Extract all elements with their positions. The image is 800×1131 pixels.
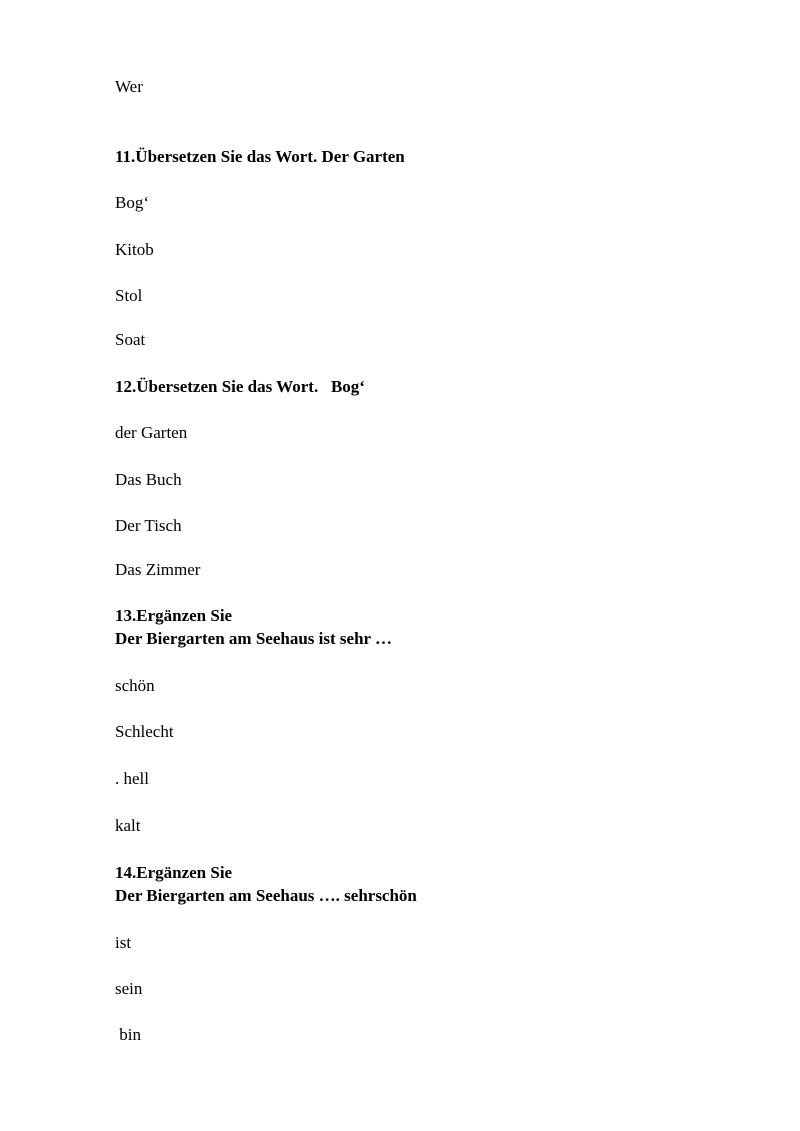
option-text: Bog‘ <box>115 193 149 212</box>
question-14-title: 14.Ergänzen Sie <box>115 863 233 882</box>
question-12: 12.Übersetzen Sie das Wort. Bog‘ <box>115 377 365 396</box>
question-14-text: Der Biergarten am Seehaus …. sehrschön <box>115 886 417 905</box>
option-text: schön <box>115 676 155 695</box>
option-text: Der Tisch <box>115 516 182 535</box>
option-text: Das Buch <box>115 470 182 489</box>
option-text: kalt <box>115 816 141 835</box>
question-11: 11.Übersetzen Sie das Wort. Der Garten <box>115 147 405 166</box>
option-text: . hell <box>115 769 149 788</box>
option-text: Wer <box>115 77 143 96</box>
option-text: der Garten <box>115 423 188 442</box>
option-text: Kitob <box>115 240 154 259</box>
question-13-text: Der Biergarten am Seehaus ist sehr … <box>115 629 393 648</box>
option-text: bin <box>115 1025 141 1044</box>
option-text: sein <box>115 979 143 998</box>
option-text: Schlecht <box>115 722 174 741</box>
option-text: Stol <box>115 286 143 305</box>
option-text: Soat <box>115 330 146 349</box>
question-13-title: 13.Ergänzen Sie <box>115 606 233 625</box>
option-text: ist <box>115 933 132 952</box>
option-text: Das Zimmer <box>115 560 201 579</box>
